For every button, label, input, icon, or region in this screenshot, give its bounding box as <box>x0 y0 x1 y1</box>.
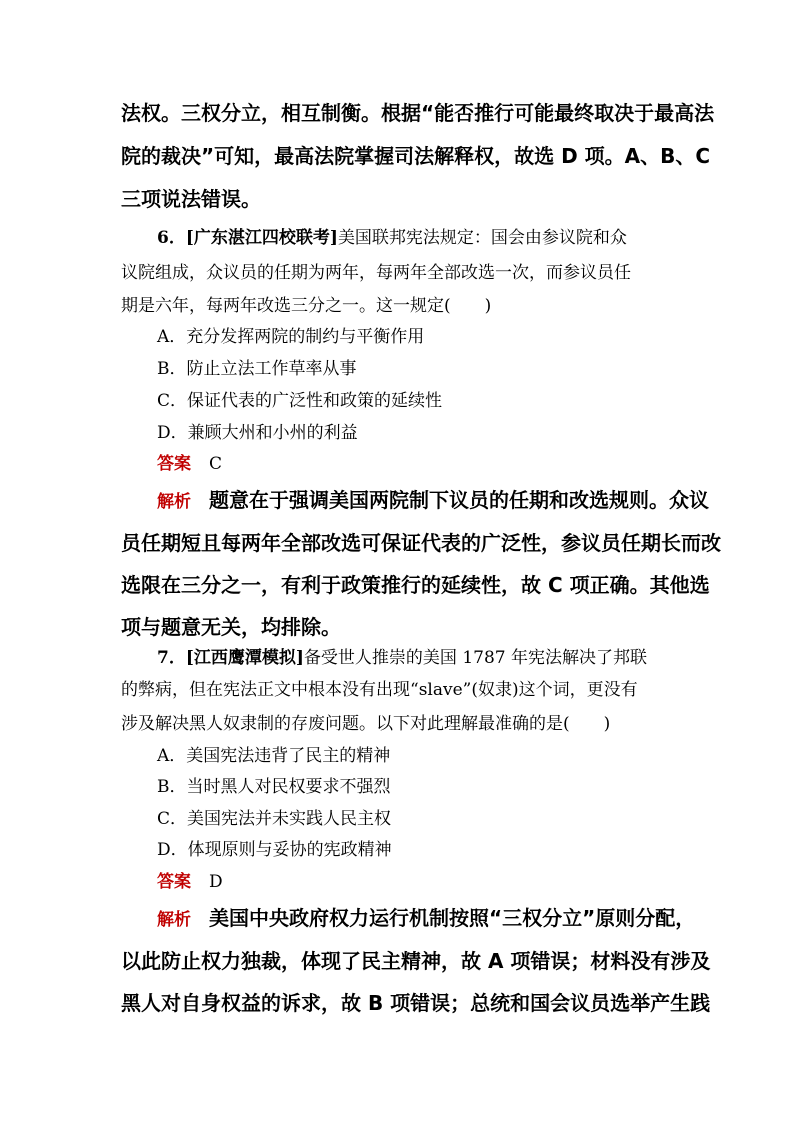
question-7-source: [江西鹰潭模拟] <box>185 648 304 668</box>
answer-value: D <box>209 872 223 892</box>
prev-explanation-line-3: 三项说法错误。 <box>121 187 261 211</box>
question-7-option-a: A．美国宪法违背了民主的精神 <box>157 746 391 766</box>
question-6-option-d: D．兼顾大州和小州的利益 <box>157 423 358 443</box>
answer-label: 答案 <box>157 454 191 474</box>
question-7-analysis-line-2: 以此防止权力独裁，体现了民主精神，故 A 项错误；材料没有涉及 <box>121 949 711 973</box>
question-6-stem-text-1: 美国联邦宪法规定：国会由参议院和众 <box>337 228 627 248</box>
answer-label: 答案 <box>157 872 191 892</box>
question-6-option-b: B．防止立法工作草率从事 <box>157 359 357 379</box>
prev-explanation-line-2: 院的裁决”可知，最高法院掌握司法解释权，故选 D 项。A、B、C <box>121 144 711 168</box>
analysis-label: 解析 <box>157 910 191 930</box>
question-6-number: 6． <box>157 228 186 248</box>
question-7-stem-line-3: 涉及解决黑人奴隶制的存废问题。以下对此理解最准确的是( ) <box>121 714 611 734</box>
question-7-option-c: C．美国宪法并未实践人民主权 <box>157 809 392 829</box>
question-6-analysis-line-2: 员任期短且每两年全部改选可保证代表的广泛性，参议员任期长而改 <box>121 531 721 555</box>
answer-value: C <box>209 454 223 474</box>
question-7-stem-line-2: 的弊病，但在宪法正文中根本没有出现“slave”(奴隶)这个词，更没有 <box>121 680 638 700</box>
question-6-source: [广东湛江四校联考] <box>185 228 338 248</box>
question-7-stem-line-1 <box>157 650 647 667</box>
question-7-number: 7． <box>157 648 186 668</box>
question-6-stem-line-3: 期是六年，每两年改选三分之一。这一规定( ) <box>121 296 492 316</box>
question-7-stem-text-1: 备受世人推崇的美国 1787 年宪法解决了邦联 <box>303 648 648 668</box>
question-6-analysis-line-3: 选限在三分之一，有利于政策推行的延续性，故 C 项正确。其他选 <box>121 573 710 597</box>
prev-explanation-line-1: 法权。三权分立，相互制衡。根据“能否推行可能最终取决于最高法 <box>121 101 715 125</box>
question-7-answer <box>157 874 223 891</box>
question-7-option-d: D．体现原则与妥协的宪政精神 <box>157 840 392 860</box>
question-7-analysis-line-1 <box>157 908 695 929</box>
question-7-analysis-line-3: 黑人对自身权益的诉求，故 B 项错误；总统和国会议员选举产生践 <box>121 991 711 1015</box>
analysis-text-1: 题意在于强调美国两院制下议员的任期和改选规则。众议 <box>209 488 709 512</box>
question-6-stem-line-1 <box>157 230 627 247</box>
question-6-option-a: A．充分发挥两院的制约与平衡作用 <box>157 327 425 347</box>
analysis-text-1: 美国中央政府权力运行机制按照“三权分立”原则分配， <box>209 906 696 930</box>
question-6-answer <box>157 456 222 473</box>
question-6-option-c: C．保证代表的广泛性和政策的延续性 <box>157 391 443 411</box>
question-7-option-b: B．当时黑人对民权要求不强烈 <box>157 777 391 797</box>
question-6-stem-line-2: 议院组成，众议员的任期为两年，每两年全部改选一次，而参议员任 <box>121 263 631 283</box>
question-6-analysis-line-1 <box>157 490 709 511</box>
question-6-analysis-line-4: 项与题意无关，均排除。 <box>121 615 341 639</box>
analysis-label: 解析 <box>157 492 191 512</box>
